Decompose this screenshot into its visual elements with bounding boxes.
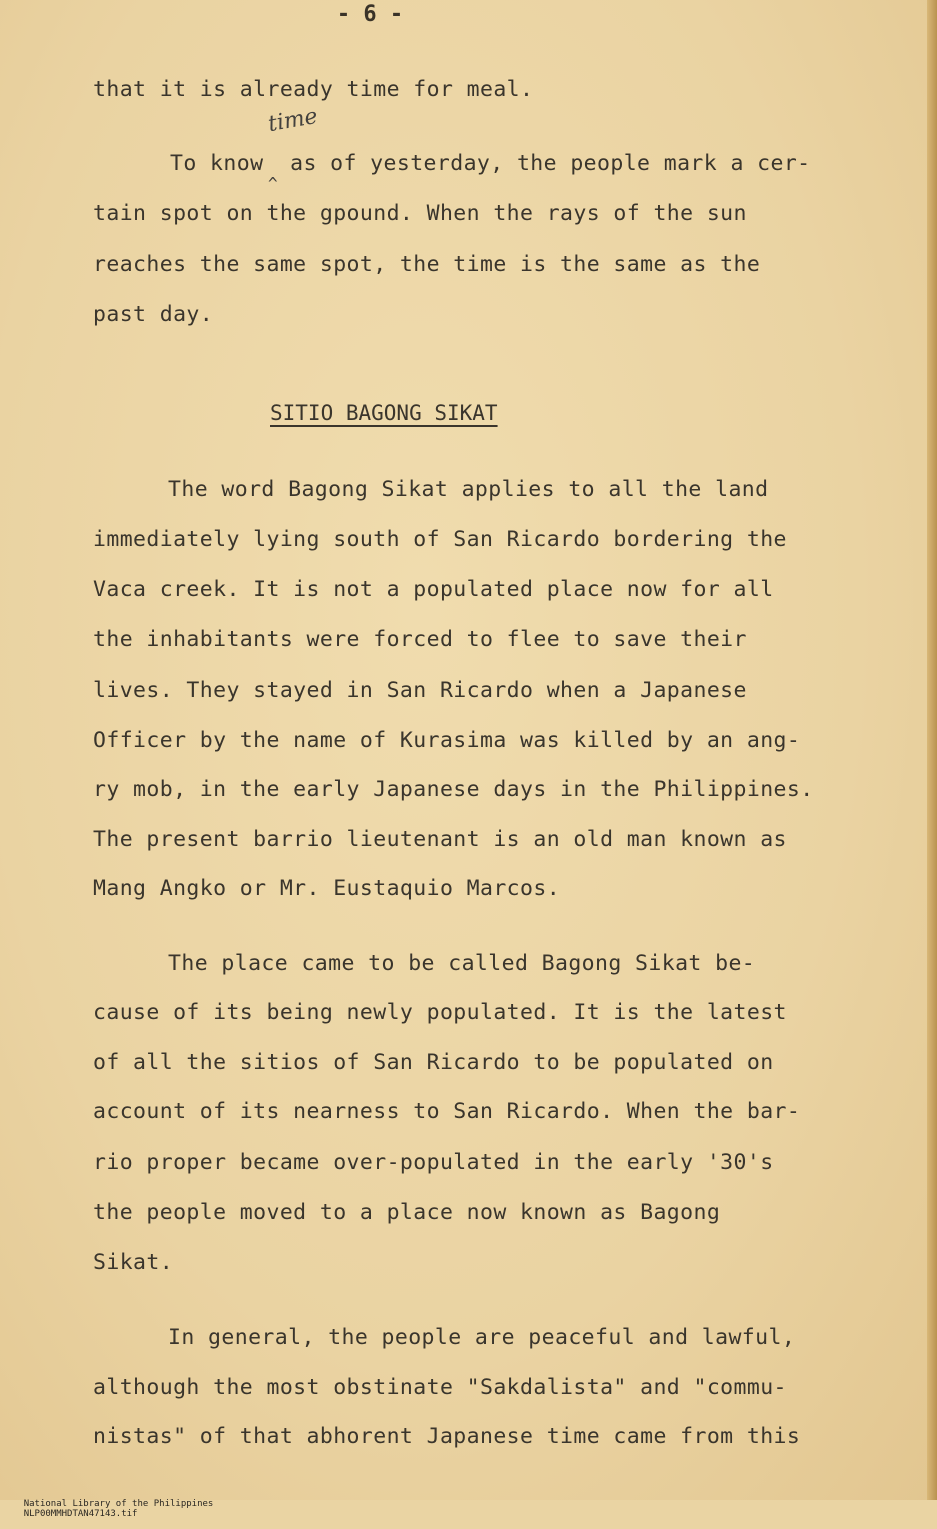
section-heading: SITIO BAGONG SIKAT	[270, 401, 498, 425]
text-line: past day.	[93, 302, 214, 327]
text-line: Vaca creek. It is not a populated place now for all	[93, 577, 774, 602]
text-line: Sikat.	[93, 1250, 174, 1275]
text-line: Mang Angko or Mr. Eustaquio Marcos.	[93, 876, 561, 901]
text-line: In general, the people are peaceful and lawful,	[168, 1325, 796, 1350]
page-edge	[927, 0, 937, 1500]
text-line: account of its nearness to San Ricardo. When the bar-	[93, 1099, 801, 1124]
text-line: reaches the same spot, the time is the same as the	[93, 252, 761, 277]
handwritten-insert: time	[266, 103, 320, 138]
file-name: NLP00MMHDTAN47143.tif	[23, 1509, 138, 1519]
text-line: of all the sitios of San Ricardo to be populated on	[93, 1050, 774, 1075]
text-line: The present barrio lieutenant is an old man known as	[93, 827, 787, 852]
text-line: that it is already time for meal.	[93, 77, 534, 102]
text-line: rio proper became over-populated in the early '30's	[93, 1150, 774, 1175]
text-line: Officer by the name of Kurasima was killed by an ang-	[93, 728, 801, 753]
library-credit: National Library of the Philippines	[23, 1499, 214, 1509]
text-line: ry mob, in the early Japanese days in the Philippines.	[93, 777, 814, 802]
text-line: tain spot on the gpound. When the rays of the sun	[93, 201, 747, 226]
text-line: lives. They stayed in San Ricardo when a Japanese	[93, 678, 747, 703]
text-line: although the most obstinate "Sakdalista" and "commu-	[93, 1375, 787, 1400]
text-line: The word Bagong Sikat applies to all the land	[168, 477, 769, 502]
text-line: cause of its being newly populated. It is the latest	[93, 1000, 787, 1025]
page-number: - 6 -	[336, 2, 404, 27]
text-line: The place came to be called Bagong Sikat be-	[168, 951, 756, 976]
scan-footer	[2, 1489, 235, 1529]
text-line: the inhabitants were forced to flee to save their	[93, 627, 747, 652]
text-line: nistas" of that abhorent Japanese time came from this	[93, 1424, 801, 1449]
insertion-caret: ^	[268, 174, 278, 193]
text-line: immediately lying south of San Ricardo bordering the	[93, 527, 787, 552]
text-line: To know as of yesterday, the people mark a cer-	[170, 151, 811, 176]
text-line: the people moved to a place now known as Bagong	[93, 1200, 721, 1225]
